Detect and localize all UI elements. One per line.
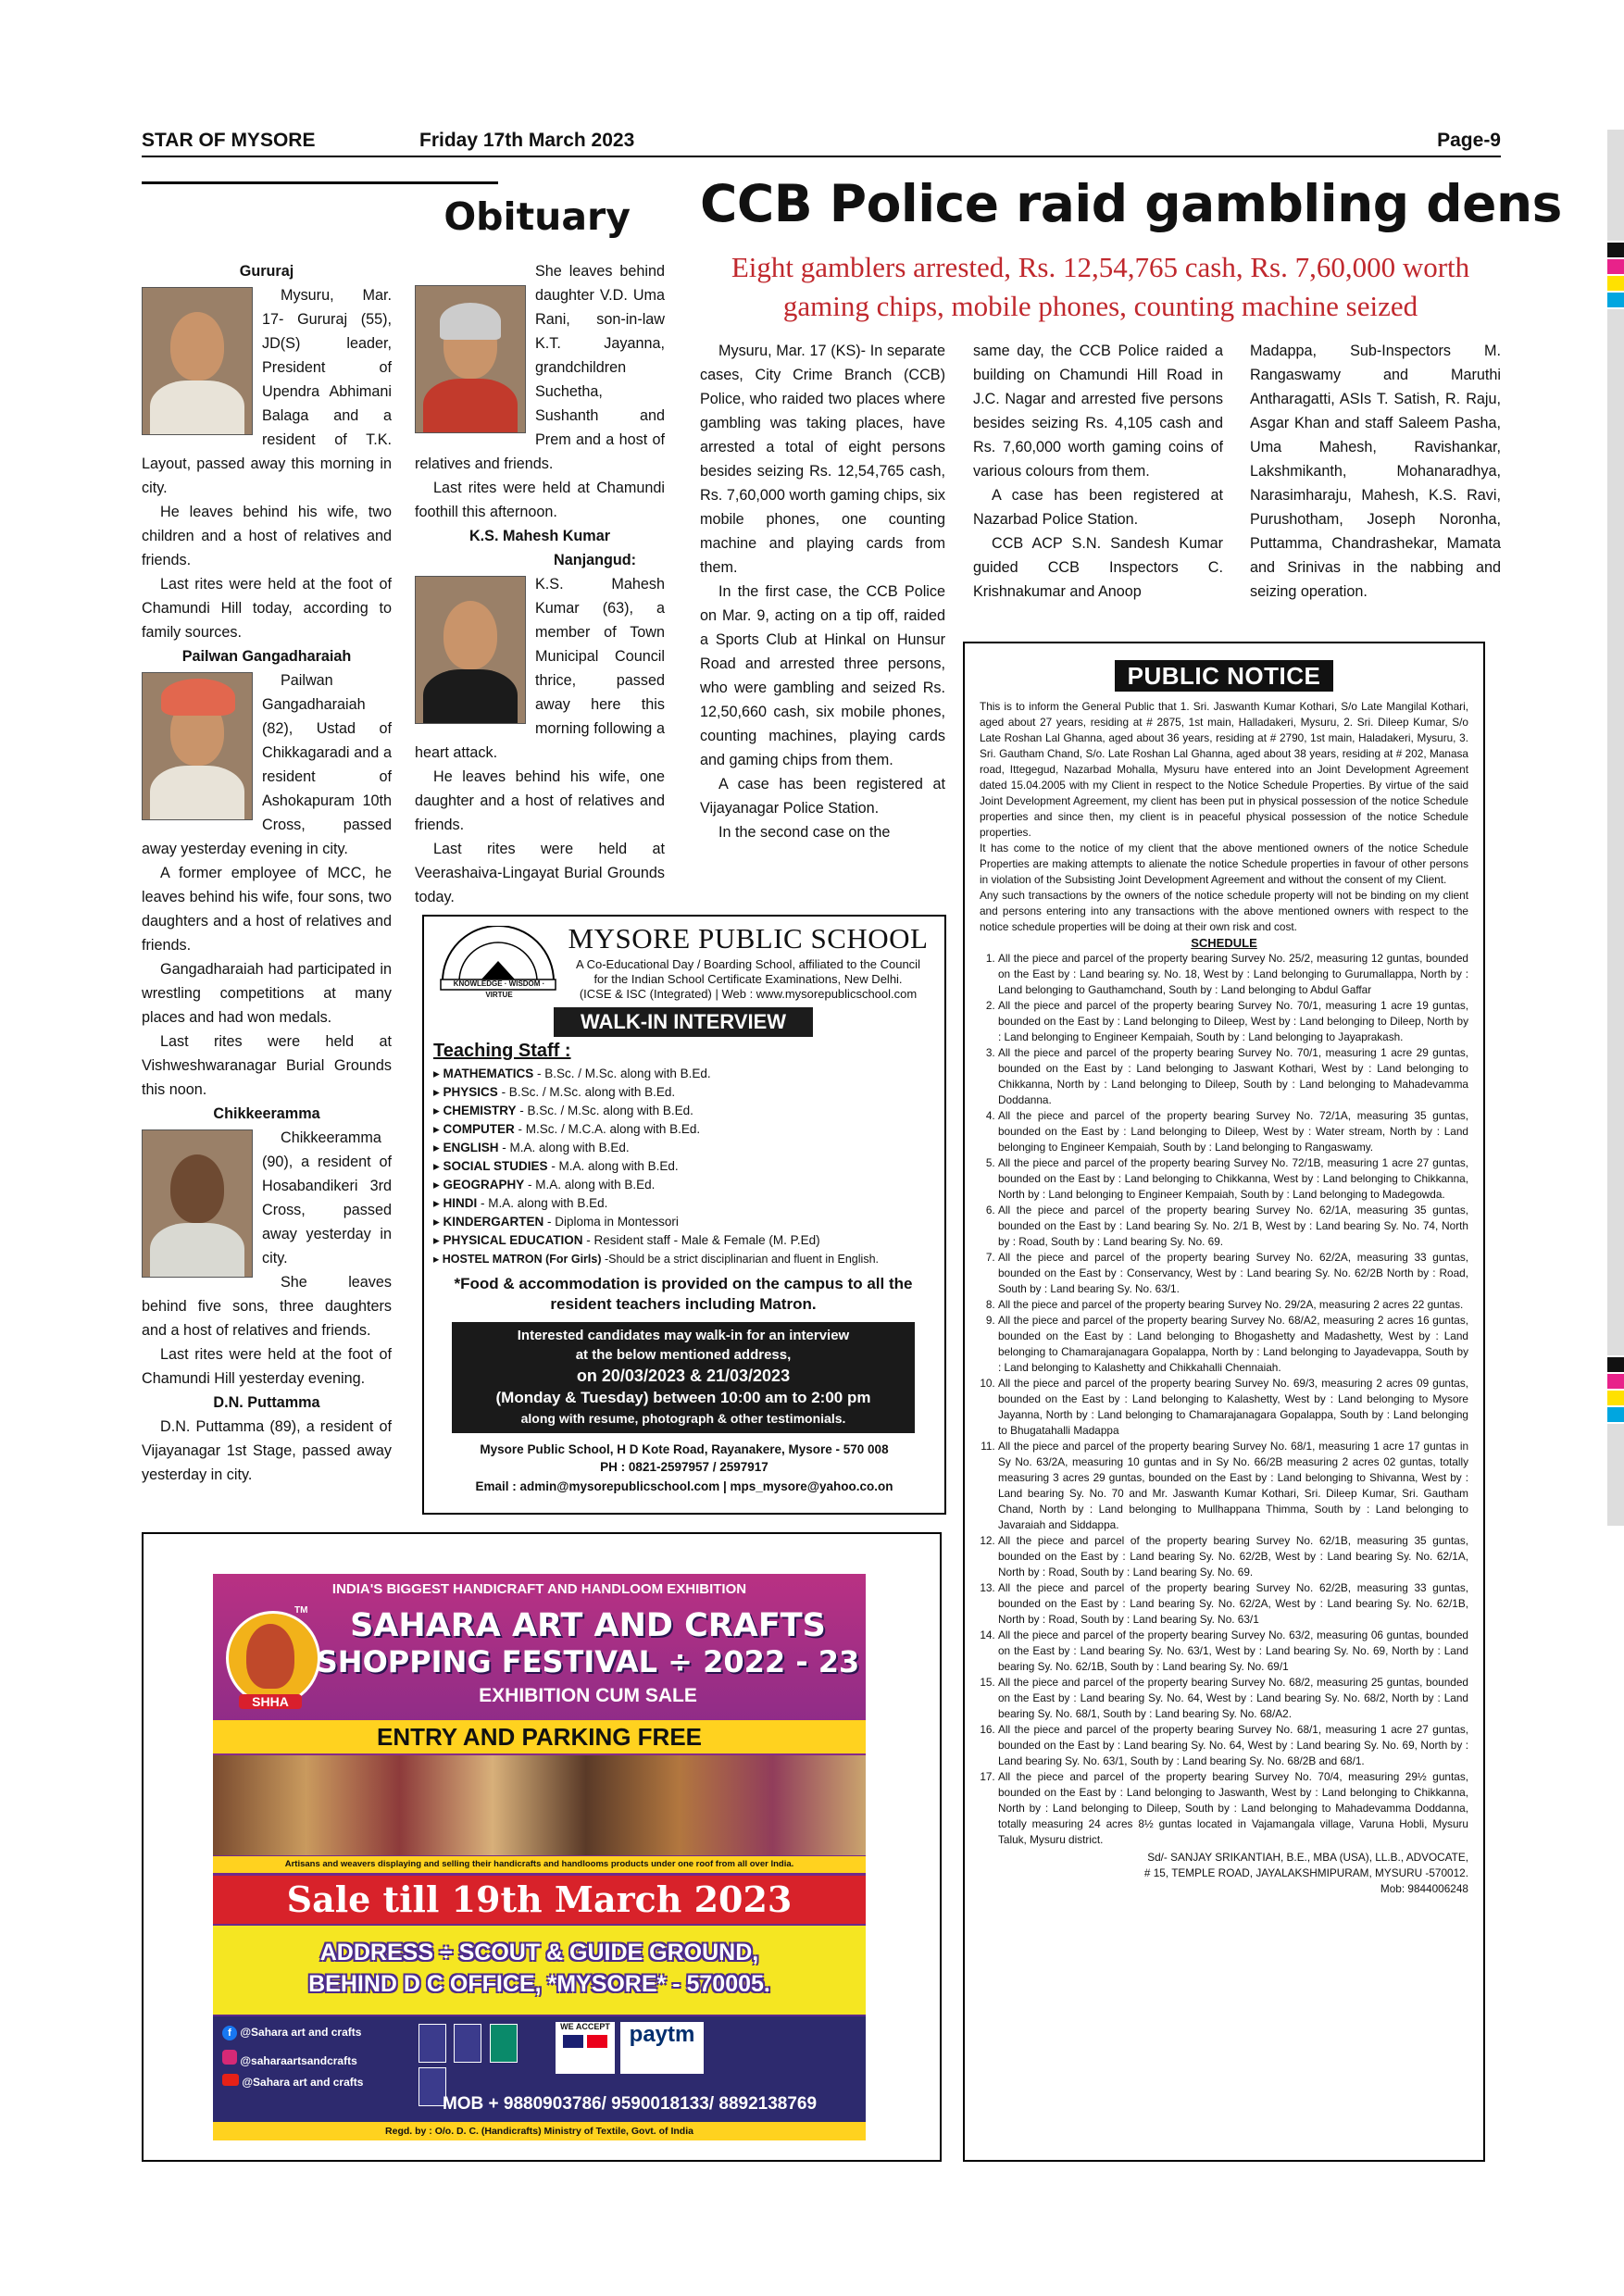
schedule-item: 15. All the piece and parcel of the property bearing Survey No. 68/2, measuring 25 guntas, bounded on the East by : Land bearing Sy. No. 64, West by : Land bearing Sy. No. 68/2, North by : Land bearing Sy. No. 68/1, South by : Land bearing Sy. No. 68/A2. — [998, 1675, 1468, 1722]
obit-text: Last rites were held at Vishweshwaranagar Burial Grounds this noon. — [142, 1033, 392, 1098]
portrait-photo — [142, 672, 253, 820]
mastercard-icon — [587, 2035, 607, 2048]
staff-item: ▸ KINDERGARTEN - Diploma in Montessori — [433, 1213, 938, 1231]
obit-name: Gururaj — [239, 263, 294, 280]
news-column-2 — [973, 339, 1223, 604]
obituary-column-2 — [415, 259, 665, 909]
ad-phone-numbers: MOB + 9880903786/ 9590018133/ 8892138769 — [442, 2094, 818, 2114]
schedule-item: 3. All the piece and parcel of the property bearing Survey No. 70/1, measuring 1 acre 29 guntas, bounded on the East by : Land belonging to Jaswant Kothari, West by : Land belonging to Chikkanna, North by : Land belonging to Dileep, South by : Land belonging to Mahadevamma Doddanna. — [998, 1045, 1468, 1108]
trademark: TM — [294, 1605, 308, 1616]
schedule-item: 9. All the piece and parcel of the property bearing Survey No. 68/A2, measuring 2 acres 16 guntas, bounded on the East by : Land belonging to Bhogashetty and Madashetty, West by : Land belonging to Chamarajanagara Gopalappa, North by : Land belonging to Jayadevappa, South by : Land belonging to Kalashetty and Chikkahalli Chennaiah. — [998, 1313, 1468, 1376]
notice-paragraph: It has come to the notice of my client that the above mentioned owners of the notice Schedule Properties are making attempts to alienate the notice Schedule properties in favour of other persons in violation of the Subsisting Joint Development Agreement and without the consent of my Client. — [980, 842, 1468, 886]
dateline: Nanjangud: — [554, 552, 637, 568]
staff-item: ▸ SOCIAL STUDIES - M.A. along with B.Ed. — [433, 1157, 938, 1176]
paper-name: STAR OF MYSORE — [142, 130, 316, 151]
registration-bar — [1607, 243, 1624, 257]
schedule-item: 2. All the piece and parcel of the property bearing Survey No. 70/1, measuring 1 acre 19 guntas, bounded on the East by : Land belonging to Dileep, West by : Land belonging to Dileep, North by : Land belonging to Engineer Kempaiah, South by : Land belonging to Jayaprakash. — [998, 998, 1468, 1045]
ad-title-2: SHOPPING FESTIVAL ÷ 2022 - 23 — [316, 1644, 860, 1679]
signature-line: Sd/- SANJAY SRIKANTIAH, B.E., MBA (USA), LL.B., ADVOCATE, — [1147, 1851, 1468, 1864]
payment-box — [556, 2022, 615, 2074]
news-paragraph: Madappa, Sub-Inspectors M. Rangaswamy and Maruthi Antharagatti, ASIs T. Satish, R. Raju, Asgar Khan and staff Saleem Pasha, Uma Mahesh, Ravishankar, Lakshmikanth, Mohanaradhya, Narasimharaju, Mahesh, K.S. Ravi, Purushotham, Joseph Noronha, Puttamma, Chandrashekar, Mamata and Srinivas in the nabbing and seizing operation. — [1250, 343, 1501, 600]
obit-name: D.N. Puttamma — [213, 1394, 320, 1411]
obit-text: Gangadharaiah had participated in wrestling competitions at many places and had won medals. — [142, 961, 392, 1026]
news-paragraph: CCB ACP S.N. Sandesh Kumar guided CCB Inspectors C. Krishnakumar and Anoop — [973, 535, 1223, 600]
ad-photo-strip — [213, 1755, 866, 1855]
registration-bar — [1607, 309, 1624, 1355]
schedule-item: 6. All the piece and parcel of the property bearing Survey No. 62/1A, measuring 35 guntas, bounded on the East by : Land bearing Sy. No. 2/1 B, West by : Land bearing Sy. No. 74, North by : Road, South by : Land bearing Sy. No. 69. — [998, 1203, 1468, 1250]
schedule-item: 16. All the piece and parcel of the property bearing Survey No. 68/1, measuring 1 acre 27 guntas, bounded on the East by : Land bearing Sy. No. 64, West by : Land bearing Sy. No. 69, North by : Land bearing Sy. No. 63/1, South by : Land bearing Sy. No. 68/2B and 68/1. — [998, 1722, 1468, 1769]
food-note: *Food & accommodation is provided on the campus to all the resident teachers including Matron. — [454, 1275, 913, 1313]
obit-text: She leaves behind daughter V.D. Uma Rani, son-in-law K.T. Jayanna, grandchildren Suchetha, Sushanth and Prem and a host of relatives and friends. — [415, 263, 665, 472]
news-paragraph: same day, the CCB Police raided a building on Chamundi Hill Road in J.C. Nagar and arrested five persons besides seizing Rs. 4,105 cash and Rs. 7,60,000 worth gaming coins of various colours from them. — [973, 343, 1223, 480]
news-subhead: Eight gamblers arrested, Rs. 12,54,765 cash, Rs. 7,60,000 worth gaming chips, mobile phones, counting machine seized — [731, 251, 1470, 322]
ad-tagline: INDIA'S BIGGEST HANDICRAFT AND HANDLOOM EXHIBITION — [331, 1581, 747, 1597]
registration-bar — [1607, 276, 1624, 291]
ad-footer — [213, 2016, 866, 2140]
schedule-item: 8. All the piece and parcel of the property bearing Survey No. 29/2A, measuring 2 acres 22 guntas. — [998, 1297, 1468, 1313]
ad-address-block — [213, 1926, 866, 2015]
obit-text: D.N. Puttamma (89), a resident of Vijayanagar 1st Stage, passed away yesterday in city. — [142, 1418, 392, 1483]
ad-title: SAHARA ART AND CRAFTS — [350, 1607, 826, 1644]
registration-bar — [1607, 1391, 1624, 1405]
school-phone: PH : 0821-2597957 / 2597917 — [600, 1460, 768, 1474]
walk-in-banner: WALK-IN INTERVIEW — [554, 1007, 813, 1037]
instagram-handle: @saharaartsandcrafts — [240, 2054, 357, 2067]
staff-item: ▸ CHEMISTRY - B.Sc. / M.Sc. along with B.Ed. — [433, 1102, 938, 1120]
instagram-link[interactable] — [222, 2050, 357, 2067]
paytm-logo: paytm — [629, 2022, 695, 2047]
portrait-photo — [142, 1129, 253, 1278]
obit-text: K.S. Mahesh Kumar (63), a member of Town Municipal Council thrice, passed away here this morning following a heart attack. — [415, 576, 665, 761]
school-advertisement — [422, 915, 946, 1515]
registration-bar — [1607, 130, 1624, 241]
obituary-column-1 — [142, 259, 392, 1487]
schedule-list — [980, 951, 1468, 1848]
facebook-link[interactable] — [222, 2026, 361, 2040]
obit-name: K.S. Mahesh Kumar — [468, 528, 611, 544]
schedule-item: 5. All the piece and parcel of the property bearing Survey No. 72/1B, measuring 1 acre 27 guntas, bounded on the East by : Land belonging to Chikkanna, West by : Land belonging to Chikkanna, North by : Land belonging to Engineer Kempaiah, South by : Land belonging to Madegowda. — [998, 1155, 1468, 1203]
ad-entry-banner: ENTRY AND PARKING FREE — [213, 1720, 866, 1753]
page-number: Page-9 — [1437, 130, 1501, 151]
staff-item: ▸ GEOGRAPHY - M.A. along with B.Ed. — [433, 1176, 938, 1194]
news-column-1 — [700, 339, 945, 844]
staff-item: ▸ HOSTEL MATRON (For Girls) -Should be a strict disciplinarian and fluent in English. — [433, 1250, 938, 1268]
payment-label: WE ACCEPT — [560, 2022, 610, 2031]
signature-line: Mob: 9844006248 — [1380, 1882, 1468, 1895]
page-header — [142, 130, 1501, 157]
youtube-handle: @Sahara art and crafts — [242, 2076, 364, 2089]
notice-title: PUBLIC NOTICE — [1115, 660, 1333, 692]
registration-bar — [1607, 1424, 1624, 1526]
school-email: Email : admin@mysorepublicschool.com | mps_mysore@yahoo.co.on — [475, 1479, 893, 1493]
obituary-title: Obituary — [443, 194, 631, 239]
portrait-photo — [142, 287, 253, 435]
news-paragraph: In the second case on the — [718, 824, 891, 841]
news-paragraph: Mysuru, Mar. 17 (KS)- In separate cases, City Crime Branch (CCB) Police, who raided two places where gambling was taking places, have arrested a total of eight persons besides seizing Rs. 12,54,765 cash, Rs. 7,60,000 worth gaming chips, six mobile phones, one counting machine and playing cards from them. — [700, 343, 945, 576]
facebook-handle: @Sahara art and crafts — [240, 2026, 362, 2039]
obit-text: Last rites were held at the foot of Chamundi Hill today, according to family sources. — [142, 576, 392, 641]
schedule-item: 10. All the piece and parcel of the property bearing Survey No. 69/3, measuring 2 acres 09 guntas, bounded on the East by : Land belonging to Kalashetty, West by : Land belonging to Mysore Jayanna, North by : Land belonging to Chamarajanagara Gopalappa, South by : Land belonging to Bhugatahalli Madappa — [998, 1376, 1468, 1439]
obit-name: Pailwan Gangadharaiah — [181, 648, 352, 665]
exhibition-advertisement — [213, 1574, 866, 2140]
notice-body — [965, 699, 1483, 1897]
notice-paragraph: Any such transactions by the owners of the notice schedule property will not be binding on my client and persons entering into any transactions with the above mentioned owners with respect to the notice schedule properties will be doing at their own risk and cost. — [980, 889, 1468, 933]
schedule-item: 4. All the piece and parcel of the property bearing Survey No. 72/1A, measuring 35 guntas, bounded on the East by : Land belonging to Dileep, West by : Water stream, North by : Land belonging to Engineer Kempaiah, South by : Land belonging to Rangaswamy. — [998, 1108, 1468, 1155]
obit-text: A former employee of MCC, he leaves behind his wife, four sons, two daughters and a host of relatives and friends. — [142, 865, 392, 954]
school-desc: A Co-Educational Day / Boarding School, affiliated to the Council — [576, 957, 920, 971]
staff-list — [433, 1065, 938, 1268]
ad-registration: Regd. by : O/o. D. C. (Handicrafts) Ministry of Textile, Govt. of India — [213, 2122, 866, 2140]
ad-logo — [226, 1611, 315, 1713]
instagram-icon — [222, 2050, 237, 2065]
schedule-item: 1. All the piece and parcel of the property bearing Survey No. 25/2, measuring 12 guntas, bounded on the East by : Land bearing sy. No. 18, West by : Land belonging to Gurumallappa, North by : Land belonging to Gauthamchand, South by : Land belonging to Abdul Gaffar — [998, 951, 1468, 998]
school-address: Mysore Public School, H D Kote Road, Rayanakere, Mysore - 570 008 — [480, 1442, 889, 1456]
obit-text: Pailwan Gangadharaiah (82), Ustad of Chikkagaradi and a resident of Ashokapuram 10th Cross, passed away yesterday evening in city. — [142, 672, 392, 857]
schedule-item: 14. All the piece and parcel of the property bearing Survey No. 63/2, measuring 06 guntas, bounded on the East by : Land bearing Sy. No. 63/1, West by : Land bearing Sy. No. 69, North by : Land bearing Sy. No. 62/1B, South by : Land bearing Sy. No. 69/1 — [998, 1628, 1468, 1675]
facebook-icon: f — [222, 2026, 237, 2040]
staff-heading: Teaching Staff : — [433, 1041, 571, 1061]
school-logo — [433, 926, 563, 999]
visa-icon — [563, 2035, 583, 2048]
youtube-icon — [222, 2074, 239, 2086]
news-paragraph: A case has been registered at Nazarbad Police Station. — [973, 487, 1223, 528]
youtube-link[interactable] — [222, 2074, 363, 2089]
registration-bar — [1607, 1407, 1624, 1422]
news-paragraph: In the first case, the CCB Police on Mar. 9, acting on a tip off, raided a Sports Club at Hinkal on Hunsur Road and arrested three persons, who were gambling and seized Rs. 12,50,660 cash, six mobile phones, counting machines, playing cards and gaming chips from them. — [700, 583, 945, 768]
staff-item: ▸ HINDI - M.A. along with B.Ed. — [433, 1194, 938, 1213]
schedule-item: 13. All the piece and parcel of the property bearing Survey No. 62/2B, measuring 33 guntas, bounded on the East by : Land bearing Sy. No. 62/2A, West by : Land bearing Sy. No. 62/1B, North by : Road, South by : Land bearing Sy. No. 63/1 — [998, 1580, 1468, 1628]
news-column-3 — [1250, 339, 1501, 604]
notice-paragraph: This is to inform the General Public that 1. Sri. Jaswanth Kumar Kothari, S/o Late Mangilal Kothari, aged about 27 years, residing at # 2875, 1st main, Halladakeri, Mysuru, 2. Sri. Dileep Kumar, S/o Late Roshan Lal Ghanna, aged about 36 years, residing at # 2790, 1st main, Haladakeri, Mysuru, 3. Sri. Gautham Chand, S/o. Late Roshan Lal Ghanna, aged about 38 years, residing at # 202, Manasa road, Ittegegud, Nazarbad Mohalla, Mysuru have entered into an Joint Development Agreement dated 15.04.2005 with my Client in respect to the Notice Schedule Properties. By virtue of the said Joint Development Agreement, my client has been put in physical possession of the notice Schedule properties and since then, my client is in peaceful physical possession of the notice Schedule properties. — [980, 700, 1468, 839]
safety-badges — [418, 2024, 548, 2076]
registration-bar — [1607, 293, 1624, 307]
interview-details — [452, 1322, 915, 1433]
staff-item: ▸ COMPUTER - M.Sc. / M.C.A. along with B.Ed. — [433, 1120, 938, 1139]
schedule-item: 11. All the piece and parcel of the property bearing Survey No. 68/1, measuring 1 acre 17 guntas in Sy No. 63/2A, measuring 10 guntas and in Sy No. 66/2B measuring 2 acres 02 guntas, totally measuring 3 acres 29 guntas, bounded on the East by : Land belonging to Shivanna, West by : Land bearing Sy. No. 70 and Mr. Jaswanth Kumar Kothari, Sri. Dileep Kumar, Sri. Gautham Chand, North by : Land belonging to Mullhappana Thimma, South by : Land belonging to Javaraiah and Siddappa. — [998, 1439, 1468, 1533]
school-desc: (ICSE & ISC (Integrated) | Web : www.mysorepublicschool.com — [579, 987, 918, 1001]
issue-date: Friday 17th March 2023 — [419, 130, 635, 151]
obit-text: Last rites were held at Veerashaiva-Lingayat Burial Grounds today. — [415, 841, 665, 905]
ad-address: ADDRESS ÷ SCOUT & GUIDE GROUND, — [319, 1940, 759, 1965]
obit-text: He leaves behind his wife, one daughter and a host of relatives and friends. — [415, 768, 665, 833]
obit-text: Last rites were held at Chamundi foothill this afternoon. — [415, 480, 665, 520]
ad-logo-text: SHHA — [239, 1694, 302, 1709]
obit-name: Chikkeeramma — [213, 1105, 320, 1122]
ad-sale-dates: Sale till 19th March 2023 — [213, 1876, 866, 1924]
interview-line: Interested candidates may walk-in for an interview — [517, 1328, 850, 1343]
staff-item: ▸ PHYSICAL EDUCATION - Resident staff - Male & Female (M. P.Ed) — [433, 1231, 938, 1250]
obit-text: Chikkeeramma (90), a resident of Hosabandikeri 3rd Cross, passed away yesterday in city. — [262, 1129, 392, 1267]
school-desc: for the Indian School Certificate Examinations, New Delhi. — [593, 972, 903, 986]
obit-text: Last rites were held at the foot of Chamundi Hill yesterday evening. — [142, 1346, 392, 1387]
interview-dates: on 20/03/2023 & 21/03/2023 — [576, 1366, 791, 1385]
logo-motto: KNOWLEDGE · WISDOM · VIRTUE — [453, 980, 545, 999]
portrait-photo — [415, 576, 526, 724]
signature-line: # 15, TEMPLE ROAD, JAYALAKSHMIPURAM, MYSURU -570012. — [1143, 1866, 1468, 1879]
registration-bar — [1607, 259, 1624, 274]
obit-text: She leaves behind five sons, three daughters and a host of relatives and friends. — [142, 1274, 392, 1339]
schedule-item: 7. All the piece and parcel of the property bearing Survey No. 62/2A, measuring 33 guntas, bounded on the East by : Conservancy, West by : Land bearing Sy. No. 62/2B North by : Road, South by : Land bearing Sy. No. 63/1. — [998, 1250, 1468, 1297]
school-name: MYSORE PUBLIC SCHOOL — [568, 922, 929, 955]
staff-item: ▸ MATHEMATICS - B.Sc. / M.Sc. along with B.Ed. — [433, 1065, 938, 1083]
staff-item: ▸ PHYSICS - B.Sc. / M.Sc. along with B.Ed. — [433, 1083, 938, 1102]
public-notice — [963, 642, 1485, 2162]
schedule-heading: SCHEDULE — [1191, 936, 1257, 950]
paytm-badge — [620, 2022, 704, 2074]
news-paragraph: A case has been registered at Vijayanagar Police Station. — [700, 776, 945, 817]
interview-time: (Monday & Tuesday) between 10:00 am to 2:00 pm — [495, 1389, 871, 1406]
ad-subtitle: EXHIBITION CUM SALE — [479, 1685, 697, 1706]
obituary-section — [142, 181, 686, 249]
portrait-photo — [415, 285, 526, 433]
ad-artisans-text: Artisans and weavers displaying and selling their handicrafts and handlooms products under one roof from all over India. — [213, 1856, 866, 1873]
staff-item: ▸ ENGLISH - M.A. along with B.Ed. — [433, 1139, 938, 1157]
obit-text: He leaves behind his wife, two children and a host of relatives and friends. — [142, 504, 392, 568]
obit-text: Mysuru, Mar. 17- Gururaj (55), JD(S) leader, President of Upendra Abhimani Balaga and a resident of T.K. Layout, passed away this morning in city. — [142, 287, 392, 496]
ad-address-2: BEHIND D C OFFICE, *MYSORE* - 570005. — [308, 1971, 770, 1997]
schedule-item: 12. All the piece and parcel of the property bearing Survey No. 62/1B, measuring 35 guntas, bounded on the East by : Land bearing Sy. No. 62/2B, West by : Land bearing Sy. No. 62/1A, North by : Road, South by : Land bearing Sy. No. 69. — [998, 1533, 1468, 1580]
schedule-item: 17. All the piece and parcel of the property bearing Survey No. 70/4, measuring 29½ guntas, bounded on the East by : Land belonging to Jaswanth, West by : Land belonging to Chikkanna, North by : Land belonging to Dileep, South by : Land belonging to Mahadevamma Doddanna, totally measuring 24 acres 8½ guntas located in Vajamangala village, Varuna Hobli, Mysuru Taluk, Mysuru district. — [998, 1769, 1468, 1848]
registration-bar — [1607, 1357, 1624, 1372]
interview-line: at the below mentioned address, — [575, 1347, 792, 1363]
interview-line: along with resume, photograph & other testimonials. — [520, 1411, 846, 1426]
registration-bar — [1607, 1374, 1624, 1389]
news-headline: CCB Police raid gambling dens — [700, 174, 1562, 233]
